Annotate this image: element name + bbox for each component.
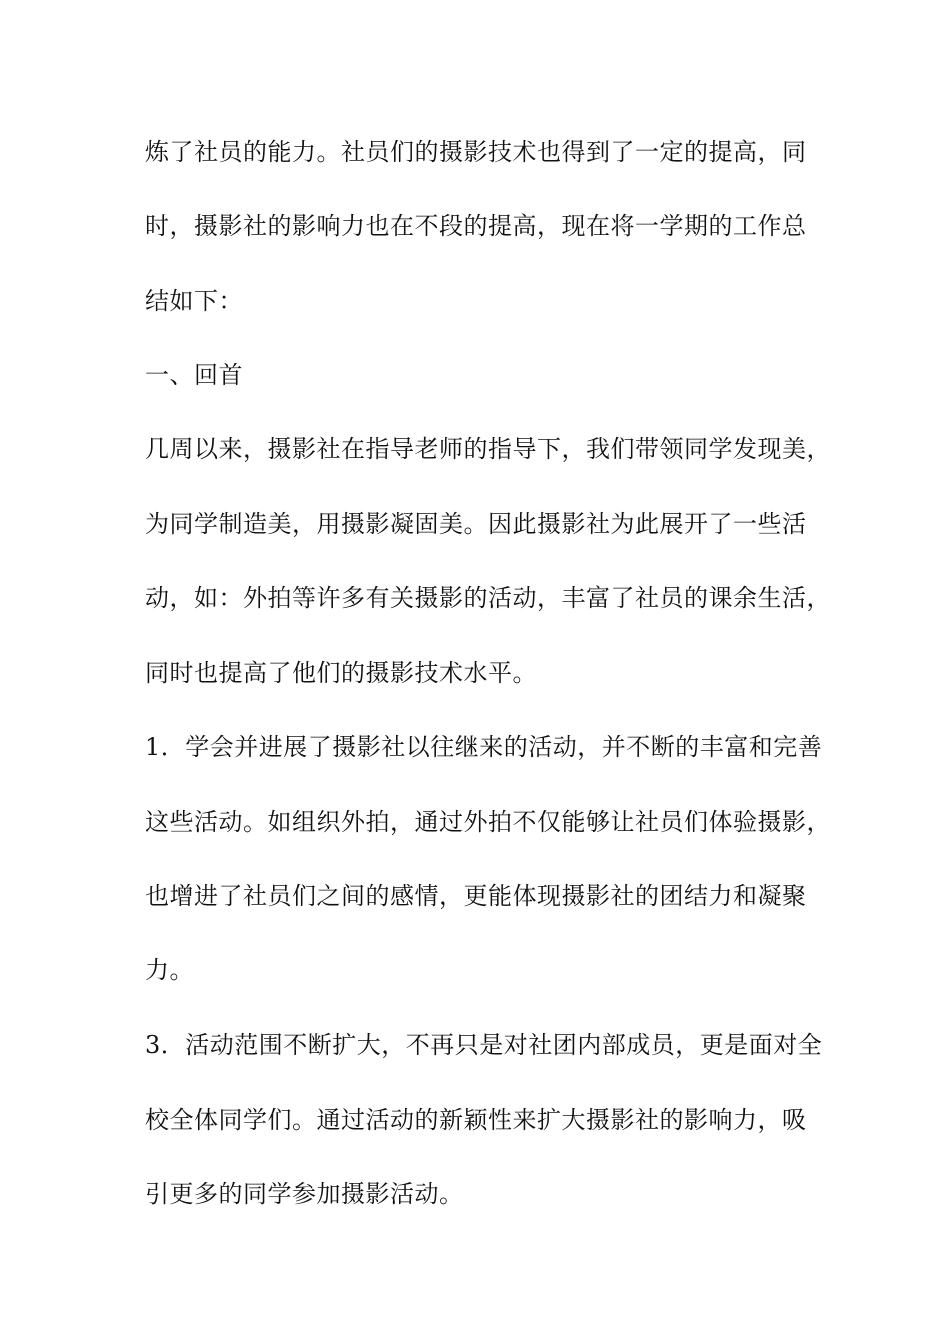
text-line: 力。	[145, 956, 194, 984]
text-line: 引更多的同学参加摄影活动。	[145, 1180, 464, 1208]
text-line: 炼了社员的能力。社员们的摄影技术也得到了一定的提高，同	[145, 138, 807, 166]
list-item-text: 1．学会并进展了摄影社以往继来的活动，并不断的丰富和完善	[145, 733, 823, 761]
text-line: 同时也提高了他们的摄影技术水平。	[145, 659, 537, 687]
section-heading: 一、回首	[145, 361, 243, 389]
text-line: 结如下：	[145, 287, 243, 315]
text-line: 几周以来，摄影社在指导老师的指导下，我们带领同学发现美，	[145, 435, 831, 463]
text-line: 动，如：外拍等许多有关摄影的活动，丰富了社员的课余生活，	[145, 584, 831, 612]
text-line: 为同学制造美，用摄影凝固美。因此摄影社为此展开了一些活	[145, 510, 807, 538]
text-line: 这些活动。如组织外拍，通过外拍不仅能够让社员们体验摄影，	[145, 808, 831, 836]
text-line: 也增进了社员们之间的感情，更能体现摄影社的团结力和凝聚	[145, 882, 807, 910]
text-line: 校全体同学们。通过活动的新颖性来扩大摄影社的影响力，吸	[145, 1106, 807, 1134]
text-line: 时，摄影社的影响力也在不段的提高，现在将一学期的工作总	[145, 212, 807, 240]
list-item-text: 3．活动范围不断扩大，不再只是对社团内部成员，更是面对全	[145, 1031, 823, 1059]
